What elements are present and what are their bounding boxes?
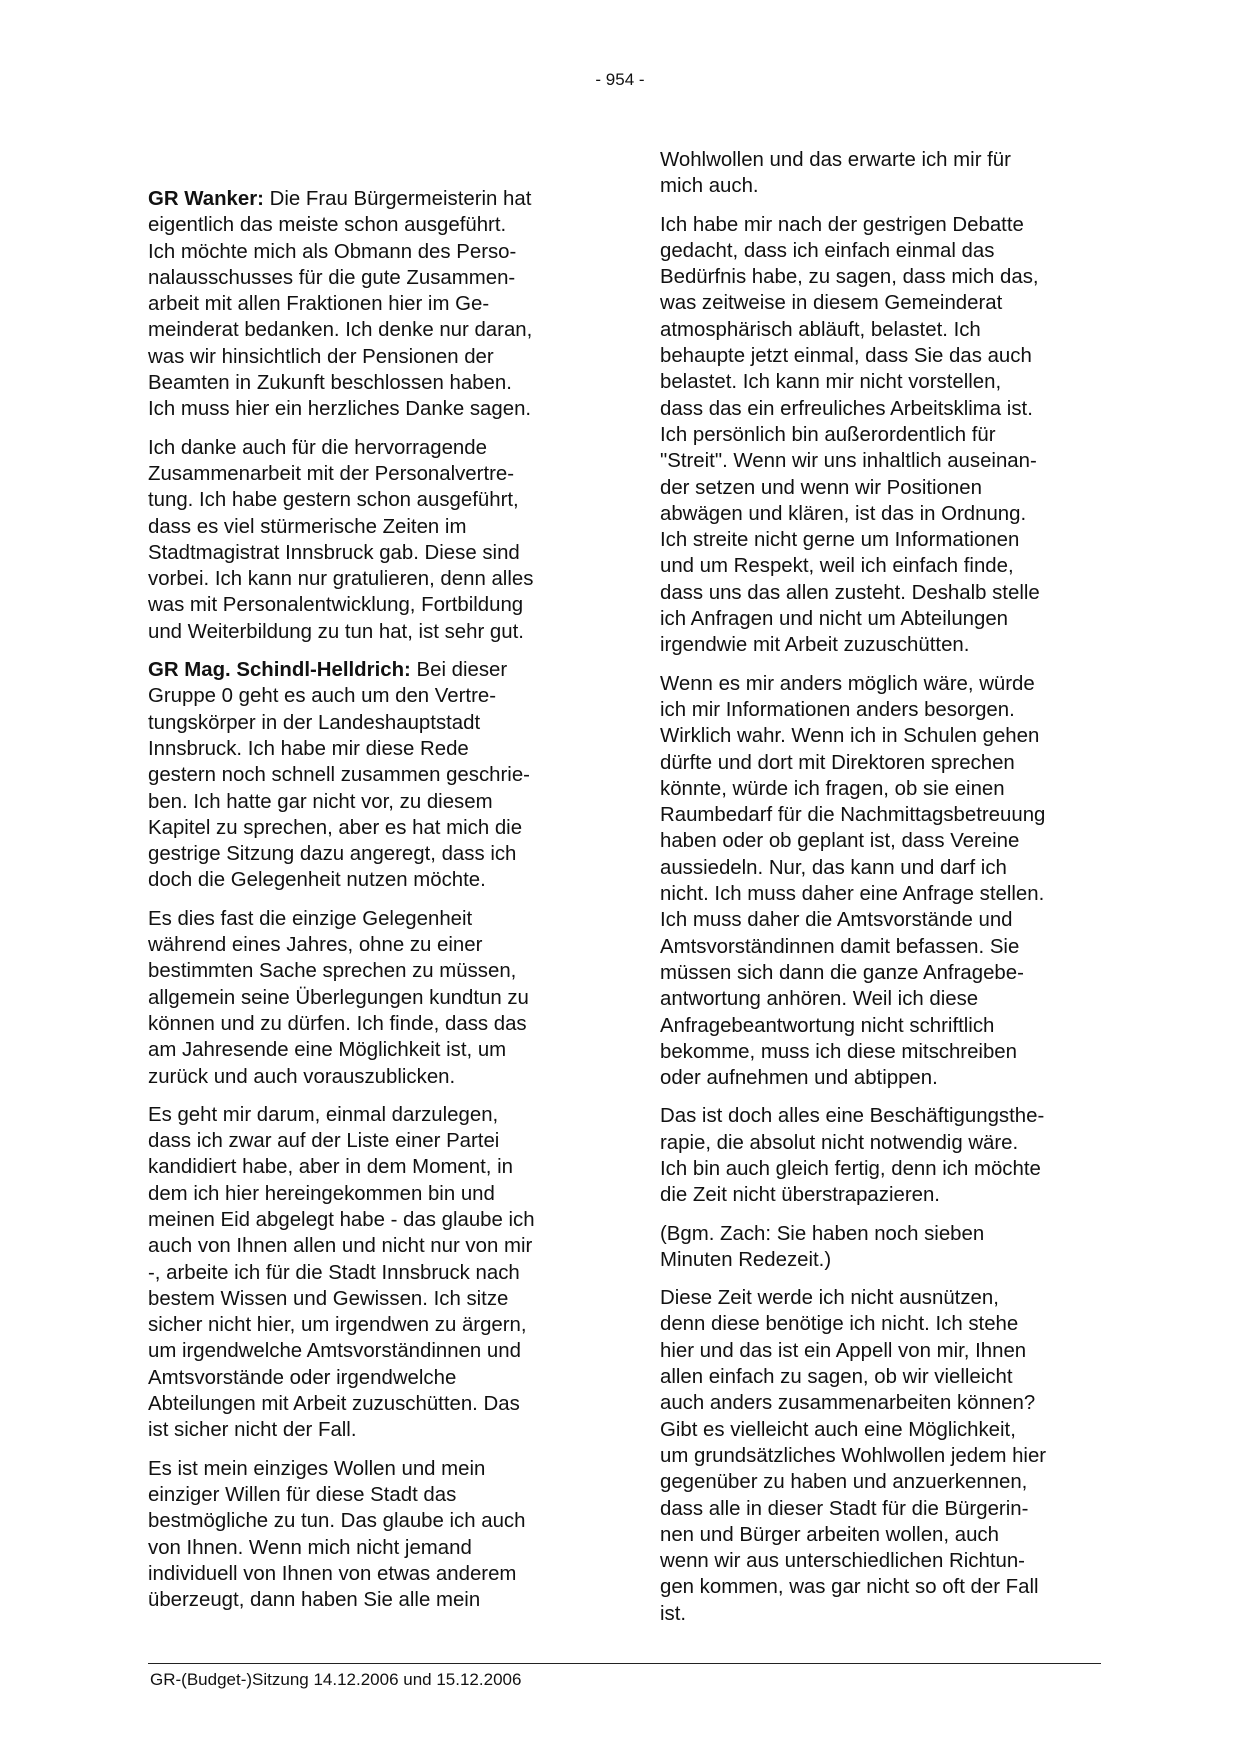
footer-divider (148, 1663, 1101, 1664)
paragraph-text: Es dies fast die einzige Gelegenheit während eines Jahres, ohne zu einer bestimmten Sache sprechen zu müssen, allgemein seine Überlegungen kundtun zu können und zu dürfen. Ich finde, dass das am Jahresende eine Möglichkeit ist, um zurück und auch vorauszublicken. (148, 907, 529, 1088)
footer-text: GR-(Budget-)Sitzung 14.12.2006 und 15.12.2006 (150, 1670, 522, 1689)
paragraph-text: Bei dieser Gruppe 0 geht es auch um den Vertre- tungskörper in der Landeshauptstadt Innsbruck. Ich habe mir diese Rede gestern noch schnell zusammen geschrie- ben. Ich hatte gar nicht vor, zu diesem Kapitel zu sprechen, aber es hat mich die gestrige Sitzung dazu angeregt, dass ich doch die Gelegenheit nutzen möchte. (148, 659, 530, 892)
paragraph (148, 1456, 588, 1614)
paragraph-text: Die Frau Bürgermeisterin hat eigentlich das meiste schon ausgeführt. Ich möchte mich als Obmann des Perso- nalausschusses für die gute Zusammen- arbeit mit allen Fraktionen hier im Ge- meinderat bedanken. Ich denke nur daran, was wir hinsichtlich der Pensionen der Beamten in Zukunft beschlossen haben. Ich muss hier ein herzliches Danke sagen. (148, 188, 533, 421)
paragraph-text: Es geht mir darum, einmal darzulegen, dass ich zwar auf der Liste einer Partei kandidiert habe, aber in dem Moment, in dem ich hier hereingekommen bin und meinen Eid abgelegt habe - das glaube ich auch von Ihnen allen und nicht nur von mir -, arbeite ich für die Stadt Innsbruck nach bestem Wissen und Gewissen. Ich sitze sicher nicht hier, um irgendwen zu ärgern, um irgendwelche Amtsvorständinnen und Amtsvorstände oder irgendwelche Abteilungen mit Arbeit zuzuschütten. Das ist sicher nicht der Fall. (148, 1103, 535, 1442)
paragraph-text: Wenn es mir anders möglich wäre, würde ich mir Informationen anders besorgen. Wirklich wahr. Wenn ich in Schulen gehen dürfte und dort mit Direktoren sprechen könnte, würde ich fragen, ob sie einen Raumbedarf für die Nachmittagsbetreuung haben oder ob geplant ist, dass Vereine aussiedeln. Nur, das kann und darf ich nicht. Ich muss daher eine Anfrage stellen. Ich muss daher die Amtsvorstände und Amtsvorständinnen damit befassen. Sie müssen sich dann die ganze Anfragebe- antwortung anhören. Weil ich diese Anfragebeantwortung nicht schriftlich bekomme, muss ich diese mitschreiben oder aufnehmen und abtippen. (660, 672, 1046, 1090)
speaker-name: GR Wanker: (148, 188, 264, 210)
paragraph (660, 212, 1100, 659)
speaker-name: GR Mag. Schindl-Helldrich: (148, 659, 411, 682)
paragraph (660, 671, 1100, 1092)
paragraph (148, 186, 588, 423)
paragraph-text: Diese Zeit werde ich nicht ausnützen, denn diese benötige ich nicht. Ich stehe hier und das ist ein Appell von mir, Ihnen allen einfach zu sagen, ob wir vielleicht auch anders zusammenarbeiten können? Gibt es vielleicht auch eine Möglichkeit, um grundsätzliches Wohlwollen jedem hier gegenüber zu haben und anzuerkennen, dass alle in dieser Stadt für die Bürgerin- nen und Bürger arbeiten wollen, auch wenn wir aus unterschiedlichen Richtun- gen kommen, was gar nicht so oft der Fall ist. (660, 1287, 1047, 1625)
paragraph-text: Ich danke auch für die hervorragende Zusammenarbeit mit der Personalvertre- tung. Ich habe gestern schon ausgeführt, dass es viel stürmerische Zeiten im Stadtmagistrat Innsbruck gab. Diese sind vorbei. Ich kann nur gratulieren, denn alles was mit Personalentwicklung, Fortbildung und Weiterbildung zu tun hat, ist sehr gut. (148, 436, 534, 643)
paragraph-text: Wohlwollen und das erwarte ich mir für mich auch. (660, 149, 1011, 198)
paragraph (660, 1103, 1100, 1208)
page-number: - 954 - (595, 70, 645, 89)
paragraph (660, 1221, 1100, 1274)
paragraph-text: Das ist doch alles eine Beschäftigungsthe- rapie, die absolut nicht notwendig wäre. Ich bin auch gleich fertig, denn ich möchte die Zeit nicht überstrapazieren. (660, 1105, 1045, 1207)
paragraph-text: Es ist mein einziges Wollen und mein einziger Willen für diese Stadt das bestmögliche zu tun. Das glaube ich auch von Ihnen. Wenn mich nicht jemand individuell von Ihnen von etwas anderem überzeugt, dann haben Sie alle mein (148, 1457, 526, 1612)
paragraph (148, 1102, 588, 1444)
paragraph (148, 657, 588, 894)
paragraph (660, 147, 1100, 200)
paragraph-text: Ich habe mir nach der gestrigen Debatte gedacht, dass ich einfach einmal das Bedürfnis habe, zu sagen, dass mich das, was zeitweise in diesem Gemeinderat atmosphärisch abläuft, belastet. Ich behaupte jetzt einmal, dass Sie das auch belastet. Ich kann mir nicht vorstellen, dass das ein erfreuliches Arbeitsklima ist. Ich persönlich bin außerordentlich für "Streit". Wenn wir uns inhaltlich auseinan- der setzen und wenn wir Positionen abwägen und klären, ist das in Ordnung. Ich streite nicht gerne um Informationen und um Respekt, weil ich einfach finde, dass uns das allen zusteht. Deshalb stelle ich Anfragen und nicht um Abteilungen irgendwie mit Arbeit zuzuschütten. (660, 213, 1040, 657)
paragraph (148, 435, 588, 645)
right-column (660, 147, 1100, 1639)
left-column (148, 186, 588, 1625)
paragraph-text: (Bgm. Zach: Sie haben noch sieben Minuten Redezeit.) (660, 1222, 985, 1271)
paragraph (660, 1285, 1100, 1627)
paragraph (148, 906, 588, 1090)
